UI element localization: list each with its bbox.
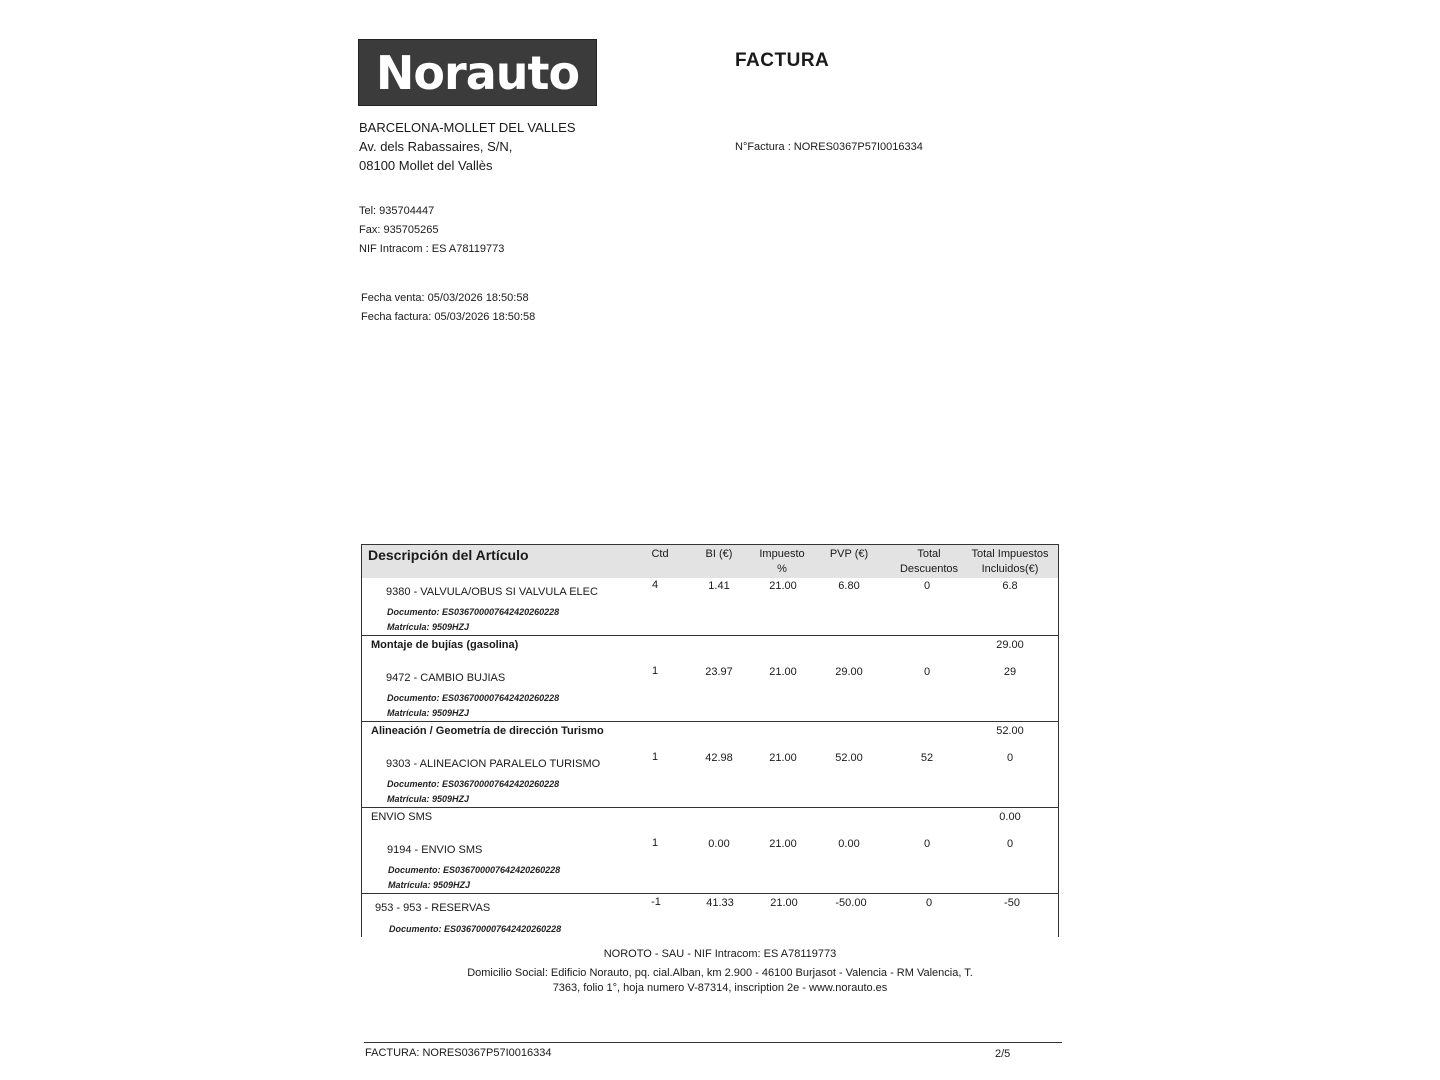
item-documento: Documento: ES036700007642420260228: [389, 924, 562, 934]
group-title: ENVIO SMS: [371, 811, 433, 823]
item-qty: 4: [651, 579, 659, 591]
item-matricula: Matrícula: 9509HZJ: [387, 622, 470, 632]
company-footer-line2: Domicilio Social: Edificio Norauto, pq. cial.Alban, km 2.900 - 46100 Burjasot - Valencia - RM Valencia, T.: [467, 967, 973, 979]
item-total: 0: [1006, 752, 1014, 764]
store-street: Av. dels Rabassaires, S/N,: [359, 139, 513, 154]
group-title: Montaje de bujías (gasolina): [371, 639, 519, 651]
store-fax: Fax: 935705265: [359, 224, 439, 236]
item-qty: -1: [651, 896, 661, 908]
group-title: Alineación / Geometría de dirección Turismo: [371, 725, 604, 737]
store-name: BARCELONA-MOLLET DEL VALLES: [359, 120, 576, 135]
item-pvp: 6.80: [838, 580, 860, 592]
item-discount: 0: [923, 838, 931, 850]
item-documento: Documento: ES036700007642420260228: [387, 693, 560, 703]
item-discount: 0: [923, 580, 931, 592]
company-footer-line1: NOROTO - SAU - NIF Intracom: ES A78119773: [603, 948, 837, 960]
header-description: Descripción del Artículo: [368, 547, 529, 563]
item-tax: 21.00: [769, 580, 797, 592]
item-name: 953 - 953 - RESERVAS: [375, 902, 491, 914]
item-pvp: 29.00: [835, 666, 863, 678]
item-tax: 21.00: [770, 897, 798, 909]
item-documento: Documento: ES036700007642420260228: [388, 865, 561, 875]
item-pvp: 52.00: [835, 752, 863, 764]
page-footer-divider: [364, 1042, 1062, 1043]
invoice-dates: [361, 289, 535, 327]
row-divider: [362, 721, 1058, 722]
item-name: 9303 - ALINEACION PARALELO TURISMO: [386, 758, 601, 770]
header-discounts: Total Descuentos: [899, 548, 959, 575]
store-address: [359, 118, 576, 175]
row-divider: [362, 893, 1058, 894]
item-matricula: Matrícula: 9509HZJ: [388, 880, 471, 890]
item-bi: 42.98: [705, 752, 733, 764]
table-header: [362, 545, 1058, 578]
group-total: 0.00: [999, 811, 1021, 823]
item-qty: 1: [651, 665, 659, 677]
row-divider: [362, 807, 1058, 808]
logo-text: Norauto: [375, 45, 580, 100]
store-nif: NIF Intracom : ES A78119773: [359, 243, 505, 255]
item-discount: 52: [920, 752, 934, 764]
store-tel: Tel: 935704447: [359, 205, 435, 217]
item-total: 6.8: [1002, 580, 1018, 592]
group-total: 29.00: [996, 639, 1024, 651]
item-bi: 23.97: [705, 666, 733, 678]
items-table: [361, 544, 1059, 937]
document-title: FACTURA: [735, 50, 830, 71]
invoice-date: Fecha factura: 05/03/2026 18:50:58: [361, 311, 536, 323]
item-bi: 1.41: [708, 580, 730, 592]
sale-date: Fecha venta: 05/03/2026 18:50:58: [361, 292, 529, 304]
item-documento: Documento: ES036700007642420260228: [387, 779, 560, 789]
item-total: -50: [1004, 897, 1020, 909]
item-discount: 0: [925, 897, 933, 909]
header-qty: Ctd: [651, 548, 669, 560]
header-tax: Impuesto %: [759, 548, 805, 575]
header-pvp: PVP (€): [829, 548, 869, 560]
group-total: 52.00: [996, 725, 1024, 737]
item-matricula: Matrícula: 9509HZJ: [387, 708, 470, 718]
header-bi: BI (€): [705, 548, 733, 560]
norauto-logo: [358, 39, 597, 106]
company-footer-line3: 7363, folio 1°, hoja numero V-87314, inscription 2e - www.norauto.es: [552, 982, 888, 994]
header-total: Total Impuestos Incluidos(€): [971, 548, 1049, 575]
row-divider: [362, 635, 1058, 636]
item-name: 9194 - ENVIO SMS: [387, 844, 483, 856]
item-tax: 21.00: [769, 666, 797, 678]
item-qty: 1: [651, 751, 659, 763]
store-city: 08100 Mollet del Vallès: [359, 158, 493, 173]
store-contact: [359, 202, 504, 259]
page-number: 2/5: [995, 1048, 1011, 1060]
item-name: 9472 - CAMBIO BUJIAS: [386, 672, 506, 684]
item-qty: 1: [651, 837, 659, 849]
page-footer-invoice-ref: FACTURA: NORES0367P57I0016334: [365, 1047, 552, 1059]
item-bi: 0.00: [708, 838, 730, 850]
item-total: 0: [1006, 838, 1014, 850]
item-discount: 0: [923, 666, 931, 678]
item-documento: Documento: ES036700007642420260228: [387, 607, 560, 617]
item-total: 29: [1003, 666, 1017, 678]
item-bi: 41.33: [706, 897, 734, 909]
invoice-number: N°Factura : NORES0367P57I0016334: [735, 141, 923, 153]
item-tax: 21.00: [769, 752, 797, 764]
item-name: 9380 - VALVULA/OBUS SI VALVULA ELEC: [386, 586, 598, 598]
item-tax: 21.00: [769, 838, 797, 850]
item-pvp: 0.00: [838, 838, 860, 850]
item-pvp: -50.00: [835, 897, 867, 909]
item-matricula: Matrícula: 9509HZJ: [387, 794, 470, 804]
